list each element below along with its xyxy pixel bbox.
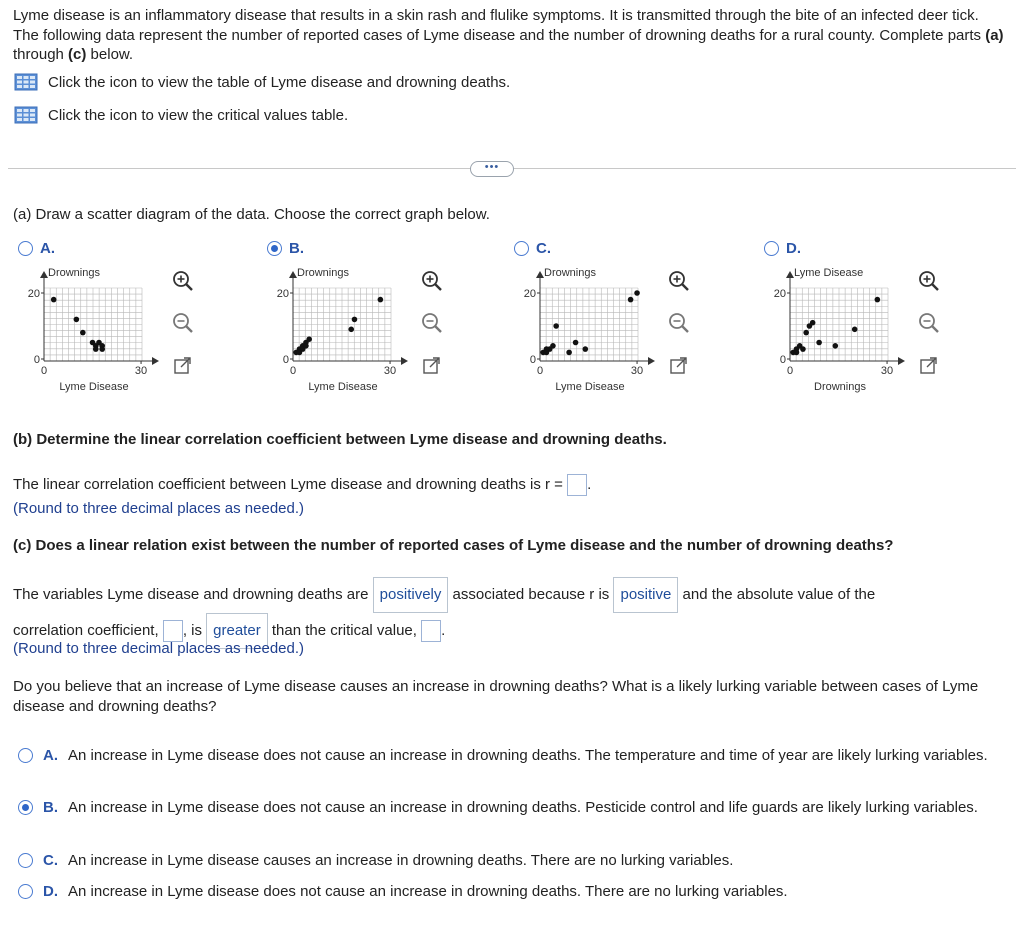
zoom-out-icon[interactable] xyxy=(171,311,195,335)
critical-link-text[interactable]: Click the icon to view the critical values table. xyxy=(48,106,349,124)
scatter-point xyxy=(550,343,556,349)
x-tick-label: 0 xyxy=(289,365,297,377)
scatter-point xyxy=(74,317,80,323)
x-axis-arrow xyxy=(401,357,408,365)
association-dropdown[interactable]: positively xyxy=(373,577,449,613)
x-axis-arrow xyxy=(152,357,159,365)
x-tick-label: 0 xyxy=(40,365,48,377)
part-c-text-1: The variables Lyme disease and drowning deaths are xyxy=(13,586,369,603)
scatter-point xyxy=(566,350,572,356)
zoom-in-icon[interactable] xyxy=(420,269,444,293)
option-radio[interactable] xyxy=(267,241,282,256)
y-tick-label: 20 xyxy=(523,288,536,300)
choice-letter: B. xyxy=(43,799,58,816)
y-tick-label: 0 xyxy=(282,354,289,366)
choice-radio[interactable] xyxy=(18,853,33,868)
part-b-sentence xyxy=(13,474,591,496)
scatter-point xyxy=(378,297,384,303)
choice-text: An increase in Lyme disease does not cause an increase in drowning deaths. Pesticide control and life guards are likely lurking variables. xyxy=(68,799,978,816)
scatter-point xyxy=(634,290,640,296)
grid xyxy=(44,288,142,361)
graph-option-a[interactable] xyxy=(18,240,148,393)
scatter-point xyxy=(875,297,881,303)
zoom-in-icon[interactable] xyxy=(171,269,195,293)
choice-radio[interactable] xyxy=(18,884,33,899)
zoom-out-icon[interactable] xyxy=(667,311,691,335)
y-tick-label: 0 xyxy=(529,354,536,366)
popout-icon[interactable] xyxy=(917,354,941,378)
zoom-out-icon[interactable] xyxy=(917,311,941,335)
part-c-text-4: correlation coefficient, xyxy=(13,622,159,639)
choice-letter: D. xyxy=(43,883,58,900)
scatter-plot xyxy=(514,262,664,397)
comparison-dropdown[interactable]: greater xyxy=(206,613,268,649)
choice-text: An increase in Lyme disease does not cause an increase in drowning deaths. There are no lurking variables. xyxy=(68,883,788,900)
intro-part-c: (c) xyxy=(68,46,87,63)
choice-text: An increase in Lyme disease does not cause an increase in drowning deaths. The temperature and time of year are likely lurking variables. xyxy=(68,747,988,764)
scatter-point xyxy=(553,323,559,329)
x-tick-label: 30 xyxy=(383,365,397,377)
part-c-text-6: than the critical value, xyxy=(271,622,417,639)
y-axis-label: Drownings xyxy=(297,267,349,279)
choice-radio[interactable] xyxy=(18,748,33,763)
lurking-question: Do you believe that an increase of Lyme disease causes an increase in drowning deaths? What is a likely lurking variable between cases of Lyme disease and drowning deaths? xyxy=(13,678,979,715)
choice-letter: C. xyxy=(43,852,58,869)
y-axis-label: Drownings xyxy=(544,267,596,279)
y-axis-arrow xyxy=(40,271,48,278)
scatter-plot xyxy=(764,262,914,397)
scatter-point xyxy=(544,346,550,352)
part-c-hint: (Round to three decimal places as needed.) xyxy=(13,640,305,657)
intro-below: below. xyxy=(86,46,134,63)
graph-option-b[interactable] xyxy=(267,240,397,393)
scatter-point xyxy=(348,327,354,333)
option-radio[interactable] xyxy=(514,241,529,256)
popout-icon[interactable] xyxy=(667,354,691,378)
r-sentence: The linear correlation coefficient between Lyme disease and drowning deaths is r = xyxy=(13,475,563,493)
part-c-answer xyxy=(13,577,1013,649)
scatter-point xyxy=(80,330,86,336)
scatter-point xyxy=(51,297,57,303)
zoom-in-icon[interactable] xyxy=(917,269,941,293)
option-radio[interactable] xyxy=(18,241,33,256)
scatter-point xyxy=(582,346,588,352)
scatter-point xyxy=(816,340,822,346)
x-tick-label: 30 xyxy=(134,365,148,377)
grid xyxy=(293,288,391,361)
y-tick-label: 20 xyxy=(27,288,40,300)
choice-text: An increase in Lyme disease causes an increase in drowning deaths. There are no lurking variables. xyxy=(68,852,734,869)
scatter-plot xyxy=(267,262,417,397)
critical-link-row[interactable] xyxy=(14,106,348,124)
scatter-point xyxy=(803,330,809,336)
scatter-point xyxy=(297,350,303,356)
scatter-point xyxy=(99,346,105,352)
part-c-text-5: , is xyxy=(182,622,202,639)
scatter-point xyxy=(93,346,99,352)
scatter-point xyxy=(832,343,838,349)
period: . xyxy=(441,622,446,639)
lurking-choice-b[interactable] xyxy=(18,798,1008,818)
scatter-point xyxy=(794,350,800,356)
scatter-point xyxy=(303,343,309,349)
x-axis-arrow xyxy=(898,357,905,365)
part-b-hint: (Round to three decimal places as needed.) xyxy=(13,500,305,517)
intro-text: Lyme disease is an inflammatory disease that results in a skin rash and flulike symptoms. It is transmitted through the bite of an infected deer tick. The following data represent the number of reported cases of Lyme disease and the number of drowning deaths for a rural county. Complete parts xyxy=(13,7,986,44)
x-tick-label: 0 xyxy=(536,365,544,377)
lurking-choice-c[interactable] xyxy=(18,851,1008,871)
option-letter: A. xyxy=(40,240,55,257)
lurking-choice-d[interactable] xyxy=(18,882,1008,902)
popout-icon[interactable] xyxy=(420,354,444,378)
x-axis-label: Lyme Disease xyxy=(59,381,129,393)
r-input[interactable] xyxy=(567,474,587,496)
scatter-point xyxy=(352,317,358,323)
zoom-out-icon[interactable] xyxy=(420,311,444,335)
y-axis-label: Lyme Disease xyxy=(794,267,864,279)
y-tick-label: 0 xyxy=(779,354,786,366)
x-tick-label: 0 xyxy=(786,365,794,377)
option-letter: D. xyxy=(786,240,801,257)
table-icon[interactable] xyxy=(14,73,38,91)
abs-r-input[interactable] xyxy=(163,620,183,642)
critical-value-input[interactable] xyxy=(421,620,441,642)
y-axis-arrow xyxy=(786,271,794,278)
y-axis-arrow xyxy=(536,271,544,278)
table-icon[interactable] xyxy=(14,106,38,124)
graph-option-d[interactable] xyxy=(764,240,894,393)
x-tick-label: 30 xyxy=(630,365,644,377)
scatter-point xyxy=(852,327,858,333)
problem-intro xyxy=(13,6,1008,65)
scatter-point xyxy=(800,346,806,352)
option-letter: B. xyxy=(289,240,304,257)
lurking-choice-a[interactable] xyxy=(18,746,1008,766)
choice-letter: A. xyxy=(43,747,58,764)
option-label[interactable] xyxy=(514,240,551,257)
choice-radio[interactable] xyxy=(18,800,33,815)
option-label[interactable] xyxy=(18,240,55,257)
period: . xyxy=(587,475,592,493)
y-tick-label: 20 xyxy=(276,288,289,300)
part-b-prompt: (b) Determine the linear correlation coefficient between Lyme disease and drowning deaths. xyxy=(13,431,667,448)
scatter-point xyxy=(306,336,312,342)
option-radio[interactable] xyxy=(764,241,779,256)
part-c-text-3: and the absolute value of the xyxy=(682,586,876,603)
popout-icon[interactable] xyxy=(171,354,195,378)
zoom-in-icon[interactable] xyxy=(667,269,691,293)
graph-option-c[interactable] xyxy=(514,240,644,393)
part-c-prompt: (c) Does a linear relation exist between the number of reported cases of Lyme disease and the number of drowning deaths? xyxy=(13,537,894,554)
x-axis-arrow xyxy=(648,357,655,365)
x-tick-label: 30 xyxy=(880,365,894,377)
table-link-text[interactable]: Click the icon to view the table of Lyme disease and drowning deaths. xyxy=(48,73,511,91)
x-axis-label: Lyme Disease xyxy=(308,381,378,393)
y-tick-label: 0 xyxy=(33,354,40,366)
expand-more-button[interactable]: ••• xyxy=(470,161,514,177)
x-axis-label: Lyme Disease xyxy=(555,381,625,393)
part-a-prompt: (a) Draw a scatter diagram of the data. Choose the correct graph below. xyxy=(13,206,490,223)
option-label[interactable] xyxy=(764,240,801,257)
scatter-plot xyxy=(18,262,168,397)
x-axis-label: Drownings xyxy=(814,381,866,393)
r-sign-dropdown[interactable]: positive xyxy=(613,577,678,613)
scatter-point xyxy=(573,340,579,346)
table-link-row[interactable] xyxy=(14,73,510,91)
intro-through: through xyxy=(13,46,69,63)
option-label[interactable] xyxy=(267,240,304,257)
option-letter: C. xyxy=(536,240,551,257)
scatter-point xyxy=(810,320,816,326)
scatter-point xyxy=(628,297,634,303)
y-axis-arrow xyxy=(289,271,297,278)
y-axis-label: Drownings xyxy=(48,267,100,279)
intro-part-a: (a) xyxy=(985,26,1004,44)
y-tick-label: 20 xyxy=(773,288,786,300)
part-c-text-2: associated because r is xyxy=(452,586,610,603)
